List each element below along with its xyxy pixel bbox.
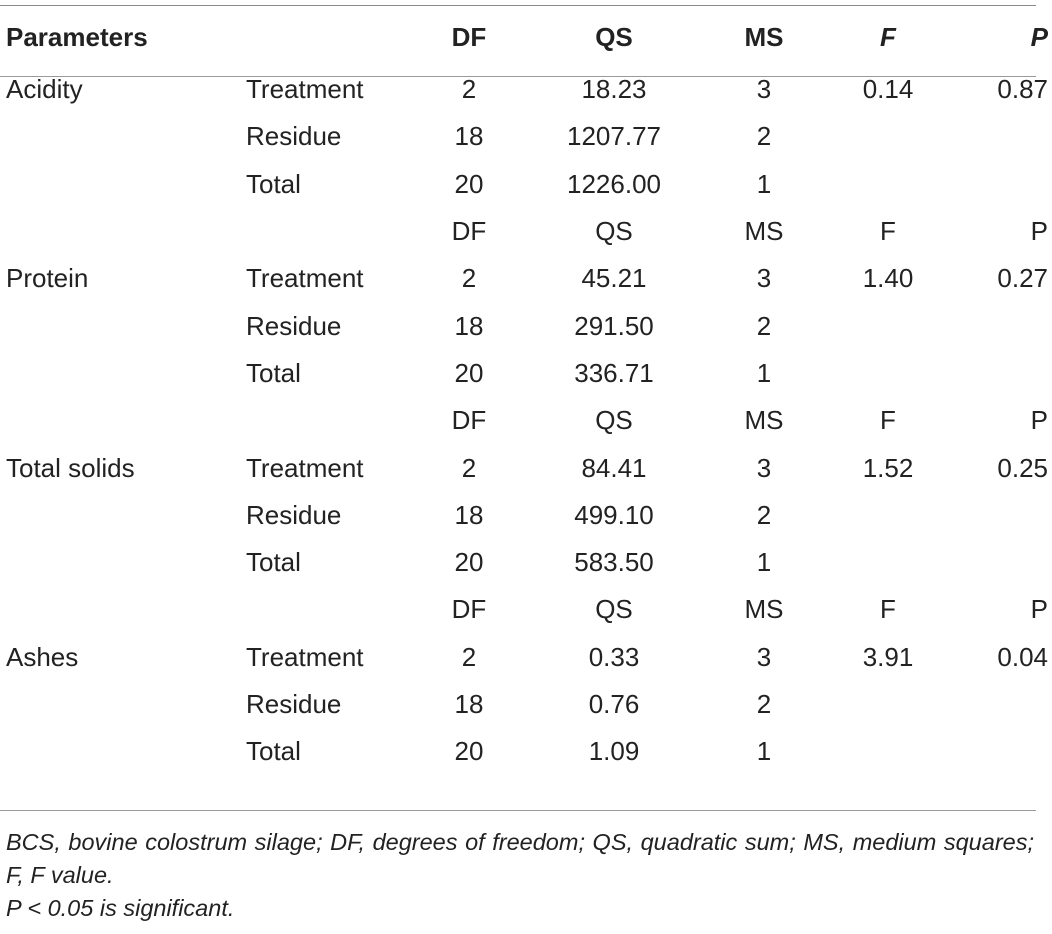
cell-empty	[240, 397, 410, 444]
cell-f	[828, 113, 948, 160]
cell-parameter	[0, 728, 240, 775]
subheader-p: P	[1030, 405, 1048, 436]
cell-qs: 0.33	[588, 641, 640, 672]
cell-parameter: Acidity	[6, 74, 83, 105]
cell-source: Residue	[246, 310, 342, 341]
cell-source: Total	[246, 736, 301, 767]
cell-qs: 583.50	[574, 547, 654, 578]
subheader-ms: MS	[744, 594, 784, 625]
cell-f: 1.40	[862, 263, 914, 294]
cell-f	[828, 728, 948, 775]
cell-qs: 18.23	[581, 74, 647, 105]
cell-ms: 3	[756, 74, 772, 105]
cell-p: 0.27	[997, 263, 1048, 294]
cell-empty	[240, 208, 410, 255]
cell-parameter	[0, 350, 240, 397]
cell-df: 18	[454, 499, 484, 530]
cell-qs: 499.10	[574, 499, 654, 530]
cell-p: 0.87	[997, 74, 1048, 105]
cell-source: Residue	[246, 499, 342, 530]
cell-source: Treatment	[246, 452, 364, 483]
table-body	[0, 66, 1052, 775]
cell-source: Total	[246, 547, 301, 578]
table-row	[0, 539, 1052, 586]
header-qs: QS	[595, 22, 633, 52]
cell-f	[828, 350, 948, 397]
cell-f: 1.52	[862, 452, 914, 483]
cell-qs: 291.50	[574, 310, 654, 341]
cell-parameter	[0, 113, 240, 160]
subheader-df: DF	[451, 216, 487, 247]
table-bottom-rule	[0, 810, 1036, 811]
subheader-qs: QS	[595, 216, 633, 247]
cell-p	[948, 161, 1052, 208]
cell-qs: 336.71	[574, 357, 654, 388]
cell-p	[948, 492, 1052, 539]
table-row	[0, 302, 1052, 349]
cell-f	[828, 161, 948, 208]
header-source	[240, 18, 410, 66]
cell-p: 0.04	[997, 641, 1048, 672]
cell-source: Treatment	[246, 263, 364, 294]
cell-empty	[240, 586, 410, 633]
table-row	[0, 350, 1052, 397]
subheader-p: P	[1030, 594, 1048, 625]
table-subheader-row	[0, 397, 1052, 444]
cell-ms: 2	[756, 121, 772, 152]
header-ms: MS	[744, 22, 784, 52]
cell-f	[828, 302, 948, 349]
cell-parameter: Ashes	[6, 641, 79, 672]
cell-ms: 1	[756, 547, 772, 578]
header-f: F	[880, 22, 896, 52]
table-header-row	[0, 18, 1052, 66]
cell-f	[828, 539, 948, 586]
table-row	[0, 66, 1052, 113]
anova-table	[0, 18, 1052, 775]
cell-qs: 0.76	[588, 689, 640, 719]
cell-source: Residue	[246, 121, 342, 152]
cell-p	[948, 681, 1052, 728]
cell-parameter	[0, 492, 240, 539]
cell-df: 20	[454, 357, 484, 388]
cell-ms: 1	[756, 736, 772, 767]
footnote-significance: P < 0.05 is significant.	[6, 895, 235, 921]
table-row	[0, 444, 1052, 491]
cell-parameter	[0, 161, 240, 208]
cell-df: 20	[454, 547, 484, 578]
cell-p	[948, 728, 1052, 775]
cell-df: 2	[461, 641, 477, 672]
header-p: P	[1030, 22, 1048, 52]
subheader-df: DF	[451, 405, 487, 436]
subheader-ms: MS	[744, 405, 784, 436]
cell-df: 2	[461, 263, 477, 294]
cell-empty	[0, 397, 240, 444]
cell-p	[948, 113, 1052, 160]
table-top-rule	[0, 5, 1036, 6]
table-footnotes	[6, 826, 1034, 925]
cell-empty	[0, 208, 240, 255]
cell-ms: 1	[756, 357, 772, 388]
cell-ms: 2	[756, 689, 772, 719]
subheader-f: F	[880, 594, 896, 625]
cell-df: 2	[461, 74, 477, 105]
cell-qs: 1226.00	[567, 168, 661, 199]
cell-p	[948, 539, 1052, 586]
cell-p	[948, 302, 1052, 349]
table-row	[0, 728, 1052, 775]
cell-p: 0.25	[997, 452, 1048, 483]
cell-ms: 2	[756, 499, 772, 530]
cell-df: 2	[461, 452, 477, 483]
table-row	[0, 681, 1052, 728]
subheader-df: DF	[451, 594, 487, 625]
cell-parameter: Protein	[6, 263, 89, 294]
table-row	[0, 255, 1052, 302]
cell-qs: 1.09	[588, 736, 640, 767]
header-df: DF	[451, 22, 487, 52]
cell-parameter	[0, 302, 240, 349]
subheader-f: F	[880, 405, 896, 436]
cell-parameter	[0, 681, 240, 728]
cell-f	[828, 492, 948, 539]
cell-p	[948, 350, 1052, 397]
cell-f: 3.91	[862, 641, 914, 672]
cell-empty	[0, 586, 240, 633]
cell-parameter	[0, 539, 240, 586]
cell-f	[828, 681, 948, 728]
table-row	[0, 161, 1052, 208]
table-row	[0, 634, 1052, 681]
cell-f: 0.14	[862, 74, 914, 105]
footnote-abbreviations: BCS, bovine colostrum silage; DF, degrees of freedom; QS, quadratic sum; MS, medium squares; F, F value.	[6, 829, 1034, 888]
cell-source: Total	[246, 168, 301, 199]
cell-qs: 84.41	[581, 452, 647, 483]
cell-qs: 1207.77	[567, 121, 661, 152]
cell-qs: 45.21	[581, 263, 647, 294]
subheader-f: F	[880, 216, 896, 247]
subheader-qs: QS	[595, 594, 633, 625]
header-parameters: Parameters	[6, 22, 148, 52]
cell-ms: 2	[756, 310, 772, 341]
table-row	[0, 492, 1052, 539]
cell-source: Treatment	[246, 74, 364, 105]
subheader-ms: MS	[744, 216, 784, 247]
cell-df: 18	[454, 121, 484, 152]
cell-source: Total	[246, 357, 301, 388]
cell-parameter: Total solids	[6, 452, 135, 483]
cell-df: 18	[454, 310, 484, 341]
subheader-p: P	[1030, 216, 1048, 247]
cell-df: 20	[454, 736, 484, 767]
subheader-qs: QS	[595, 405, 633, 436]
table-row	[0, 113, 1052, 160]
cell-ms: 3	[756, 641, 772, 672]
cell-df: 18	[454, 689, 484, 719]
table-subheader-row	[0, 208, 1052, 255]
cell-ms: 3	[756, 263, 772, 294]
cell-source: Residue	[246, 689, 342, 719]
cell-ms: 3	[756, 452, 772, 483]
cell-df: 20	[454, 168, 484, 199]
cell-source: Treatment	[246, 641, 364, 672]
cell-ms: 1	[756, 168, 772, 199]
table-subheader-row	[0, 586, 1052, 633]
